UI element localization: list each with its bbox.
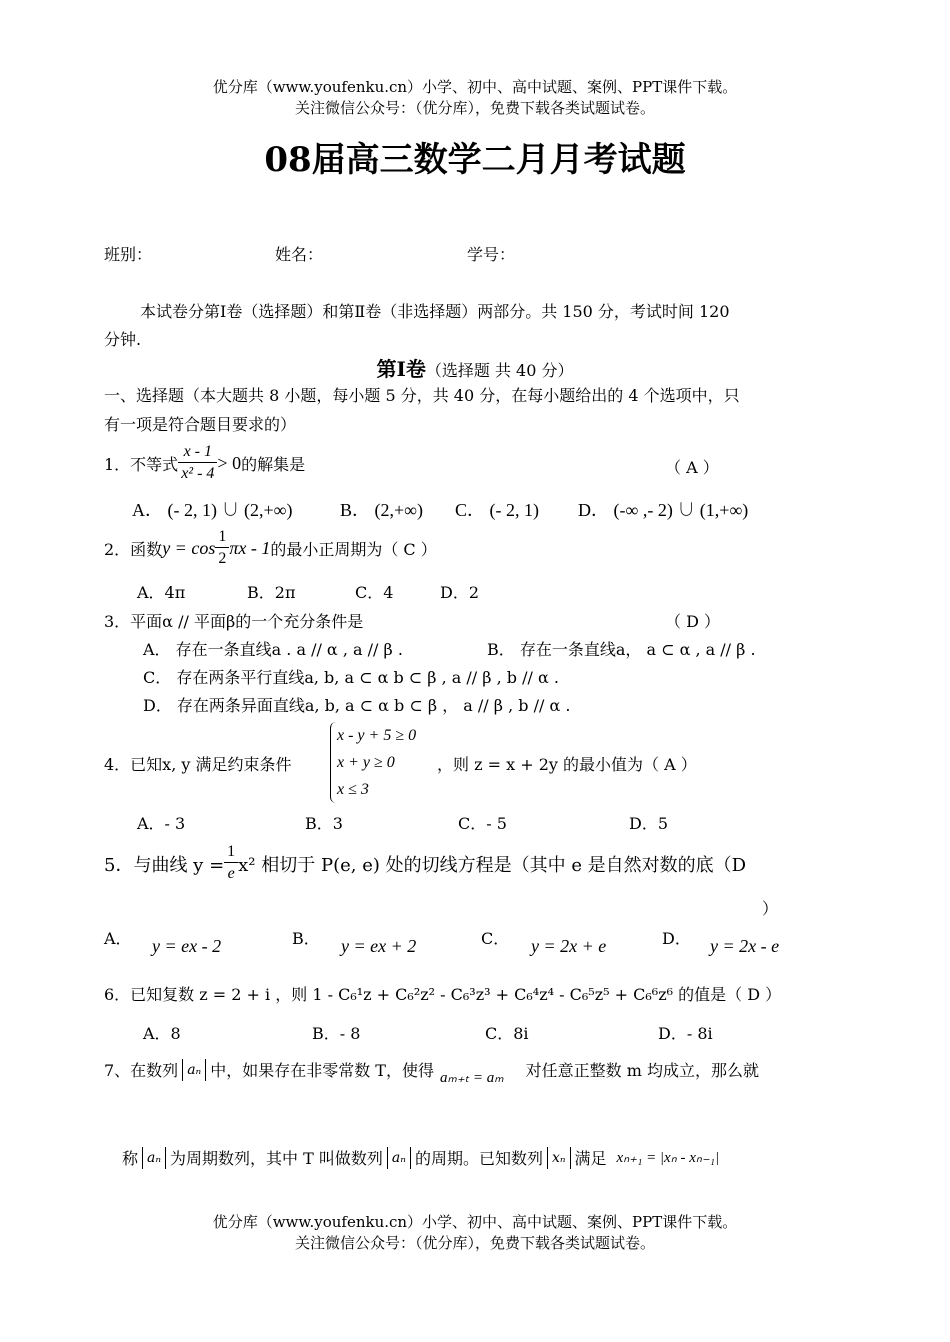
q6-option-a: A．8 <box>143 1024 181 1043</box>
q7-sequence-a: aₙ <box>182 1059 206 1081</box>
q3-answer: （ D ） <box>665 612 721 631</box>
q2-prefix: 2．函数 <box>104 540 163 559</box>
q7-sequence-x: xₙ <box>547 1147 571 1169</box>
q7-sequence-a-3: aₙ <box>387 1147 411 1169</box>
q5-option-d: y = 2x - e <box>710 936 780 956</box>
q7-text-b: 中，如果存在非零常数 T，使得 <box>210 1061 434 1080</box>
q1-option-d: D． (-∞ ,- 2) ∪ (1,+∞) <box>578 500 749 520</box>
q7-text-e: 为周期数列，其中 T 叫做数列 <box>170 1149 383 1168</box>
q4-constraint-system <box>330 722 416 803</box>
q1-prefix: 1．不等式 <box>104 455 179 474</box>
q1-answer: （ A ） <box>665 458 719 477</box>
q5-numerator: 1 <box>224 842 238 863</box>
q7-sequence-a-2: aₙ <box>142 1147 166 1169</box>
q4-suffix: ，则 z = x + 2y 的最小值为（ A ） <box>437 755 697 774</box>
question-7-line-2 <box>122 1146 719 1169</box>
number-field-label: 学号： <box>467 245 516 264</box>
q6-option-b: B．- 8 <box>312 1024 361 1043</box>
q7-text-f: 的周期。已知数列 <box>414 1149 543 1168</box>
q5-prefix: 5．与曲线 y = <box>104 854 225 876</box>
q1-denominator: x² - 4 <box>181 465 215 482</box>
q5-option-a-label: A． <box>104 929 132 948</box>
q5-denominator: e <box>227 865 235 882</box>
q3-option-d: D． 存在两条异面直线a, b, a ⊂ α b ⊂ β ， a // β , b // α . <box>143 696 571 715</box>
part-instructions-line-1: 一、选择题（本大题共 8 小题，每小题 5 分，共 40 分，在每小题给出的 4 个选项中，只 <box>104 386 740 405</box>
q7-text-c: 对任意正整数 m 均成立，那么就 <box>525 1061 759 1080</box>
q4-option-a: A．- 3 <box>137 814 186 833</box>
q3-option-b: B． 存在一条直线a， a ⊂ α , a // β . <box>487 640 756 659</box>
q5-option-b-label: B． <box>292 929 320 948</box>
page-title: 08届高三数学二月月考试题 <box>264 140 686 180</box>
q5-option-b: y = ex + 2 <box>341 936 417 956</box>
q1-option-c: C． (- 2, 1) <box>455 500 539 520</box>
intro-line-2: 分钟. <box>104 330 142 349</box>
q4-option-c: C．- 5 <box>458 814 507 833</box>
q1-fraction <box>178 442 217 485</box>
q2-denominator: 2 <box>218 550 227 567</box>
q7-periodic-condition: aₘ₊ₜ = aₘ <box>439 1070 504 1086</box>
q1-relation: > 0 <box>217 453 242 473</box>
footer-line-1: 优分库（www.youfenku.cn）小学、初中、高中试题、案例、PPT课件下载。 <box>212 1213 738 1231</box>
part-instructions-line-2: 有一项是符合题目要求的） <box>104 415 297 434</box>
section-subtitle: （选择题 共 40 分） <box>425 361 574 380</box>
q3-option-c: C． 存在两条平行直线a, b, a ⊂ α b ⊂ β , a // β , b // α . <box>143 668 559 687</box>
q2-option-c: C．4 <box>355 583 394 602</box>
question-2-stem <box>104 527 437 570</box>
q2-option-b: B．2π <box>247 583 296 602</box>
q7-text-d: 称 <box>122 1149 139 1168</box>
q3-option-a: A． 存在一条直线a . a // α , a // β . <box>143 640 403 659</box>
q5-close-paren: ） <box>762 899 779 918</box>
q1-suffix: 的解集是 <box>241 455 306 474</box>
q2-numerator: 1 <box>215 527 229 548</box>
intro-line-1: 本试卷分第Ⅰ卷（选择题）和第Ⅱ卷（非选择题）两部分。共 150 分，考试时间 120 <box>140 302 730 321</box>
q5-option-a: y = ex - 2 <box>152 936 222 956</box>
q5-fraction <box>224 842 238 885</box>
q7-text-g: 满足 <box>574 1149 607 1168</box>
header-line-2: 关注微信公众号：（优分库），免费下载各类试题试卷。 <box>294 99 655 117</box>
q2-option-a: A．4π <box>137 583 186 602</box>
q4-option-b: B．3 <box>305 814 343 833</box>
q4-option-d: D．5 <box>629 814 669 833</box>
question-3-stem: 3．平面α // 平面β的一个充分条件是 <box>104 612 364 631</box>
q6-option-c: C．8i <box>485 1024 529 1043</box>
q2-expr-b: πx - 1 <box>229 538 271 558</box>
q2-expr-a: y = cos <box>162 538 216 558</box>
class-field-label: 班别： <box>104 245 153 264</box>
q7-text-a: 7、在数列 <box>104 1061 179 1080</box>
q4-prefix: 4．已知x, y 满足约束条件 <box>104 755 292 774</box>
q5-option-c: y = 2x + e <box>531 936 607 956</box>
q4-constraint-2: x + y ≥ 0 <box>337 754 395 771</box>
q1-numerator: x - 1 <box>178 442 217 463</box>
q1-option-b: B． (2,+∞) <box>340 500 423 520</box>
question-5-stem <box>104 842 746 885</box>
q5-option-d-label: D． <box>662 929 691 948</box>
q6-option-d: D．- 8i <box>658 1024 713 1043</box>
section-title: 第Ⅰ卷 <box>376 357 426 381</box>
q2-fraction <box>215 527 229 570</box>
q2-suffix: 的最小正周期为（ C ） <box>270 540 437 559</box>
q7-recurrence: xₙ₊₁ = |xₙ - xₙ₋₁| <box>616 1150 720 1166</box>
question-1-stem <box>104 442 305 485</box>
section-heading <box>0 353 950 382</box>
q5-option-c-label: C． <box>481 929 510 948</box>
header-line-1: 优分库（www.youfenku.cn）小学、初中、高中试题、案例、PPT课件下载。 <box>212 78 738 96</box>
q5-after: x² 相切于 P(e, e) 处的切线方程是（其中 e 是自然对数的底（D <box>238 854 747 876</box>
question-6-stem: 6．已知复数 z = 2 + i ，则 1 - C₆¹z + C₆²z² - C₆³z³ + C₆⁴z⁴ - C₆⁵z⁵ + C₆⁶z⁶ 的值是（ D ） <box>104 985 782 1004</box>
q2-option-d: D．2 <box>440 583 480 602</box>
q1-option-a: A． (- 2, 1) ∪ (2,+∞) <box>132 500 293 520</box>
q4-constraint-1: x - y + 5 ≥ 0 <box>337 727 417 744</box>
name-field-label: 姓名： <box>275 245 324 264</box>
footer-line-2: 关注微信公众号：（优分库），免费下载各类试题试卷。 <box>294 1234 655 1252</box>
q4-constraint-3: x ≤ 3 <box>337 781 369 798</box>
question-7-line-1 <box>104 1058 759 1086</box>
